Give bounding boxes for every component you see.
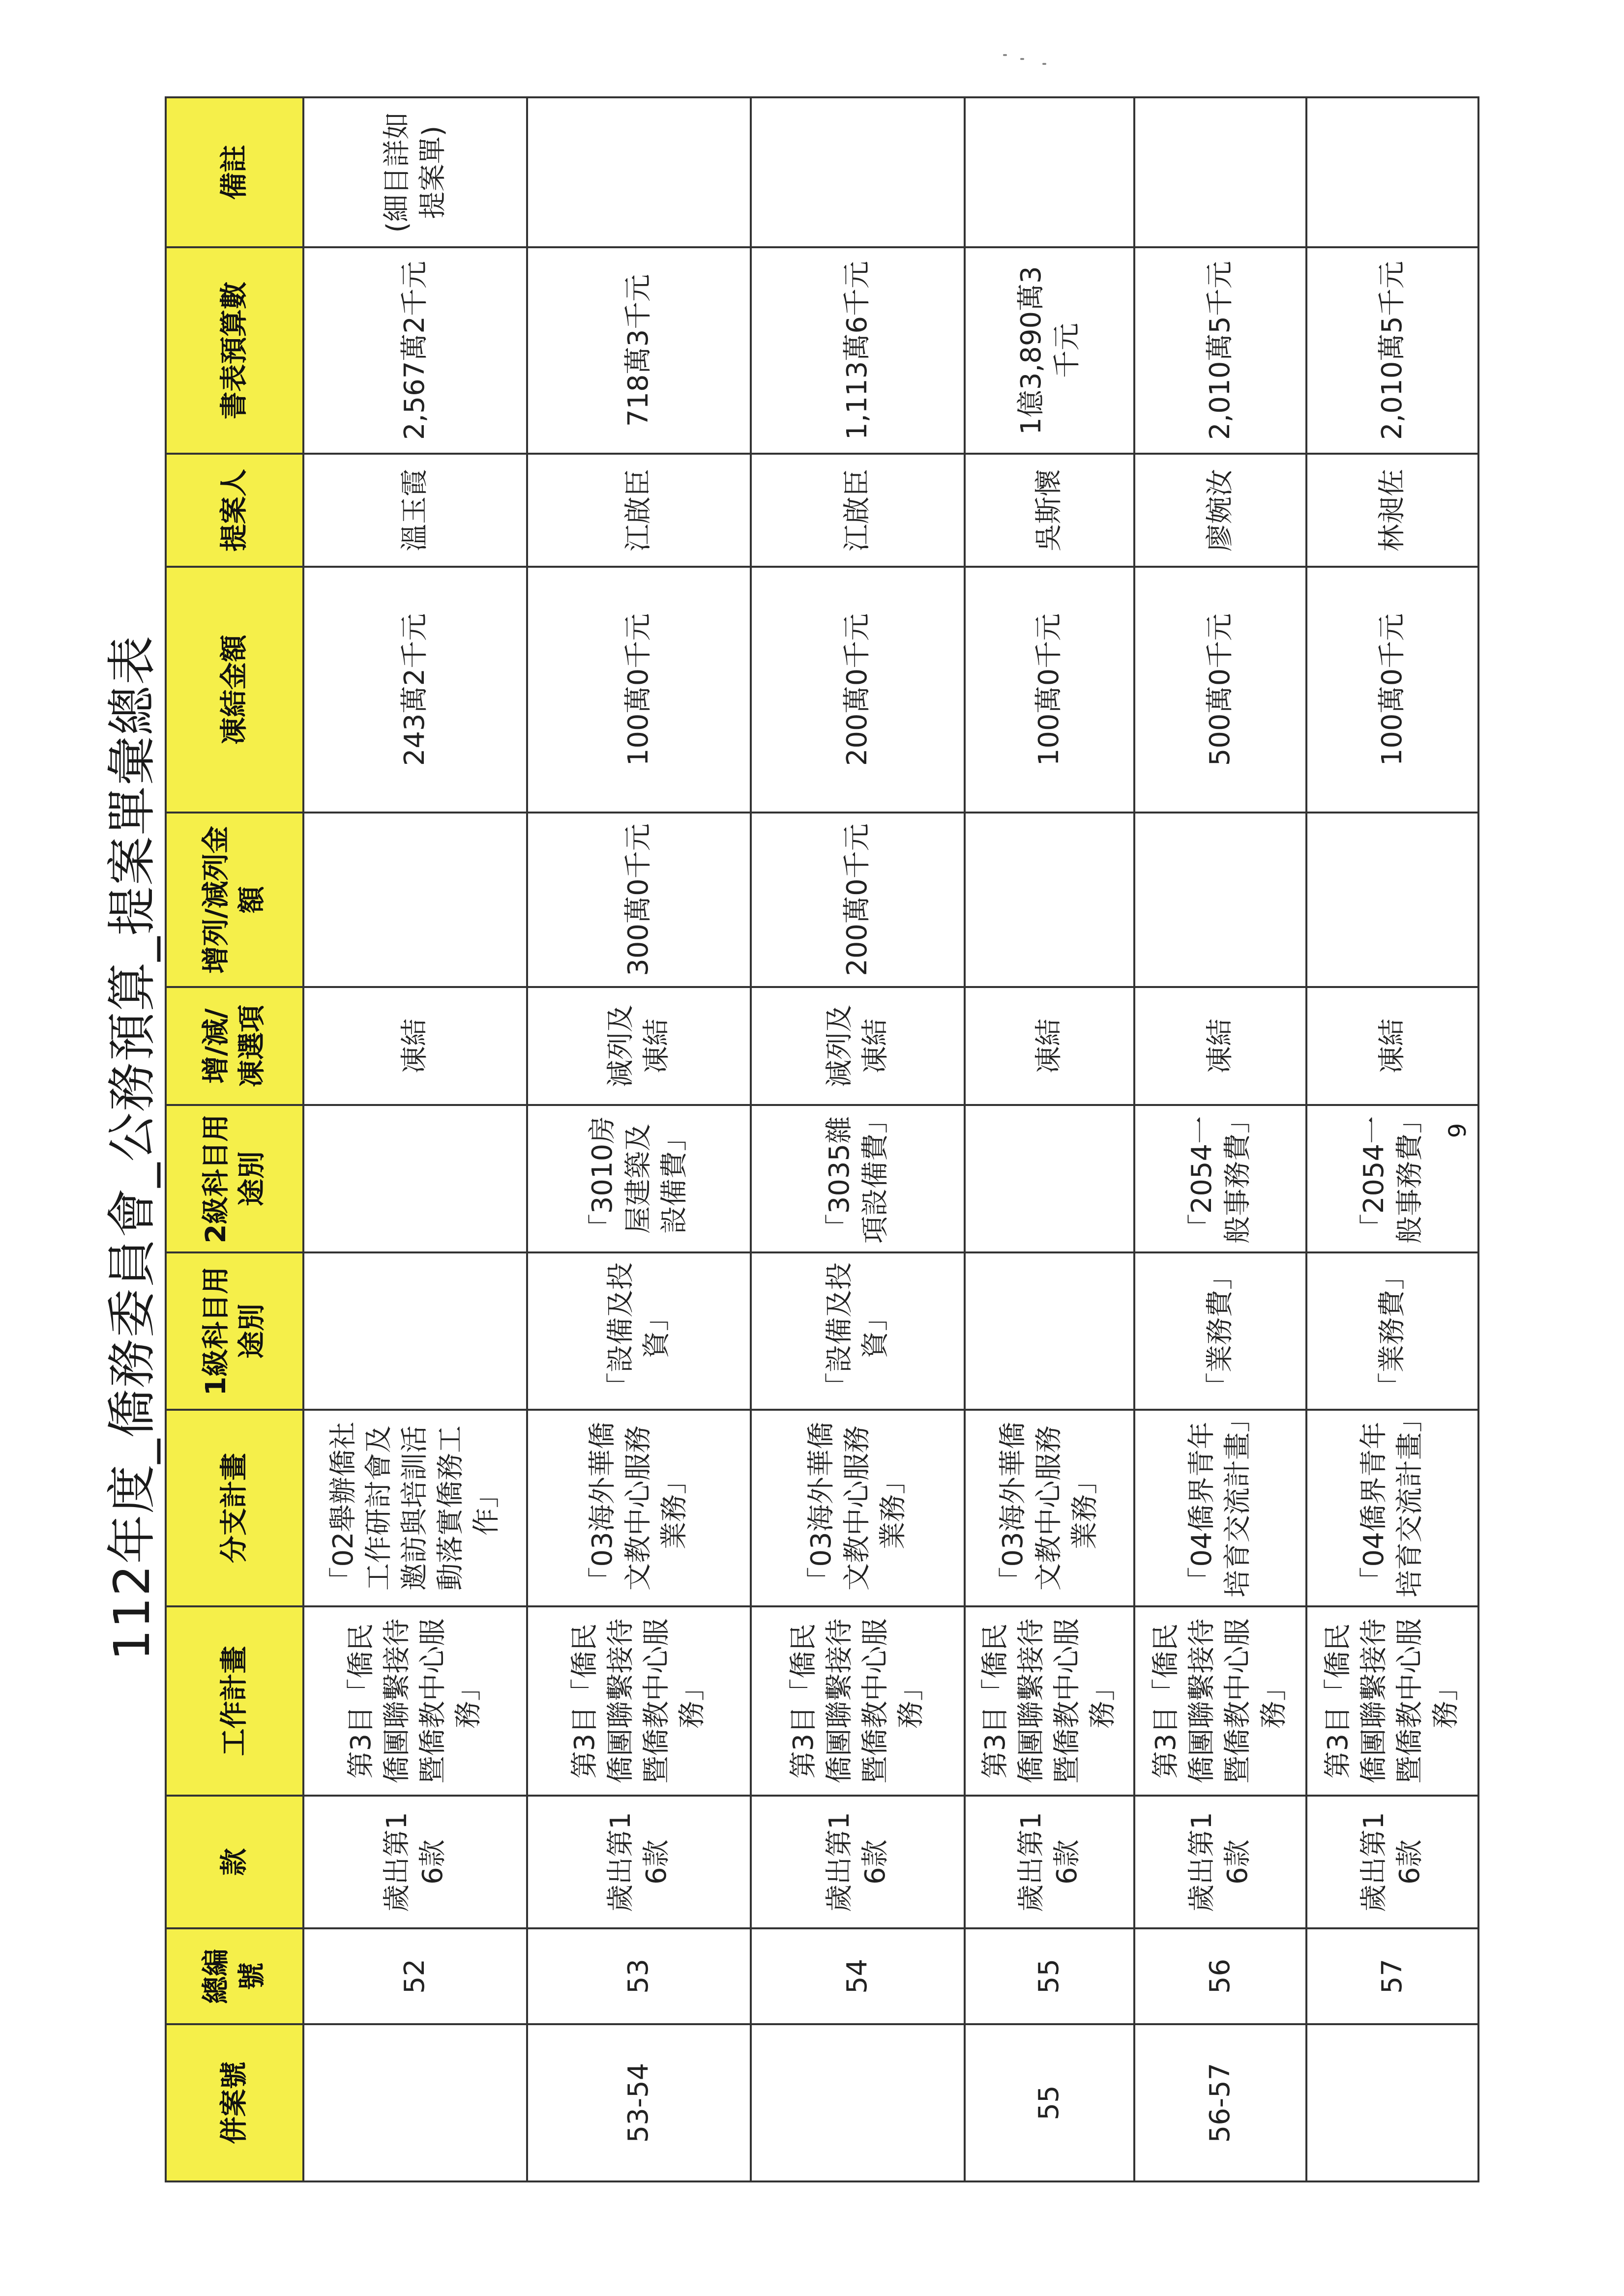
cell-proposer: 吳斯懷 (965, 454, 1134, 567)
header-level1-use: 1級科目用途別 (166, 1252, 303, 1410)
cell-option: 減列及凍結 (751, 987, 965, 1105)
cell-merge-no: 53-54 (527, 2024, 751, 2181)
table-row (965, 97, 1134, 2181)
cell-level2-use: 「2054一般事務費」 (1134, 1105, 1306, 1252)
cell-adjust-amount (965, 813, 1134, 987)
header-total-no: 總編號 (166, 1928, 303, 2024)
cell-proposer: 廖婉汝 (1134, 454, 1306, 567)
cell-budget-amount: 718萬3千元 (527, 247, 751, 454)
cell-option: 凍結 (303, 987, 527, 1105)
cell-option: 減列及凍結 (527, 987, 751, 1105)
cell-total-no: 54 (751, 1928, 965, 2024)
cell-level2-use: 「3035雜項設備費」 (751, 1105, 965, 1252)
cell-section: 歲出第16款 (1134, 1796, 1306, 1928)
cell-merge-no (303, 2024, 527, 2181)
page-title: 112年度_僑務委員會_公務預算_提案單彙總表 (103, 635, 161, 1661)
header-adjust-amount: 增列/減列金額 (166, 813, 303, 987)
cell-sub-plan: 「03海外華僑文教中心服務業務」 (965, 1410, 1134, 1606)
cell-total-no: 53 (527, 1928, 751, 2024)
cell-note (527, 97, 751, 247)
header-merge-no: 併案號 (166, 2024, 303, 2181)
cell-work-plan: 第3目「僑民僑團聯繫接待暨僑教中心服務」 (1134, 1606, 1306, 1796)
title-band (96, 624, 160, 1671)
cell-merge-no (751, 2024, 965, 2181)
cell-total-no: 56 (1134, 1928, 1306, 2024)
table-row (527, 97, 751, 2181)
cell-note: (細目詳如提案單) (303, 97, 527, 247)
cell-frozen-amount: 100萬0千元 (1306, 567, 1478, 813)
cell-proposer: 林昶佐 (1306, 454, 1478, 567)
cell-level2-use (303, 1105, 527, 1252)
cell-total-no: 52 (303, 1928, 527, 2024)
cell-section: 歲出第16款 (527, 1796, 751, 1928)
cell-proposer: 江啟臣 (751, 454, 965, 567)
cell-option: 凍結 (1306, 987, 1478, 1105)
cell-proposer: 溫玉霞 (303, 454, 527, 567)
cell-frozen-amount: 200萬0千元 (751, 567, 965, 813)
cell-note (965, 97, 1134, 247)
cell-adjust-amount (1306, 813, 1478, 987)
cell-level2-use: 「2054一般事務費」 (1306, 1105, 1478, 1252)
cell-level1-use: 「業務費」 (1134, 1252, 1306, 1410)
cell-frozen-amount: 100萬0千元 (527, 567, 751, 813)
cell-work-plan: 第3目「僑民僑團聯繫接待暨僑教中心服務」 (965, 1606, 1134, 1796)
header-sub-plan: 分支計畫 (166, 1410, 303, 1606)
header-frozen-amount: 凍結金額 (166, 567, 303, 813)
cell-adjust-amount (1134, 813, 1306, 987)
page-number: 9 (1444, 1123, 1472, 1138)
cell-note (1134, 97, 1306, 247)
cell-merge-no: 56-57 (1134, 2024, 1306, 2181)
cell-frozen-amount: 100萬0千元 (965, 567, 1134, 813)
cell-budget-amount: 2,010萬5千元 (1306, 247, 1478, 454)
cell-total-no: 57 (1306, 1928, 1478, 2024)
cell-work-plan: 第3目「僑民僑團聯繫接待暨僑教中心服務」 (303, 1606, 527, 1796)
cell-level1-use (965, 1252, 1134, 1410)
cell-sub-plan: 「03海外華僑文教中心服務業務」 (751, 1410, 965, 1606)
scan-speck (1020, 58, 1024, 60)
table-row (1134, 97, 1306, 2181)
proposal-summary-table (165, 96, 1479, 2182)
cell-level2-use: 「3010房屋建築及設備費」 (527, 1105, 751, 1252)
cell-note (751, 97, 965, 247)
cell-work-plan: 第3目「僑民僑團聯繫接待暨僑教中心服務」 (1306, 1606, 1478, 1796)
cell-adjust-amount (303, 813, 527, 987)
cell-adjust-amount: 300萬0千元 (527, 813, 751, 987)
cell-proposer: 江啟臣 (527, 454, 751, 567)
table-row (303, 97, 527, 2181)
cell-section: 歲出第16款 (303, 1796, 527, 1928)
cell-section: 歲出第16款 (1306, 1796, 1478, 1928)
cell-note (1306, 97, 1478, 247)
cell-option: 凍結 (965, 987, 1134, 1105)
cell-sub-plan: 「02舉辦僑社工作研討會及邀訪與培訓活動落實僑務工作」 (303, 1410, 527, 1606)
header-row (166, 97, 303, 2181)
header-section: 款 (166, 1796, 303, 1928)
cell-budget-amount: 1,113萬6千元 (751, 247, 965, 454)
cell-level1-use: 「業務費」 (1306, 1252, 1478, 1410)
cell-work-plan: 第3目「僑民僑團聯繫接待暨僑教中心服務」 (751, 1606, 965, 1796)
cell-level1-use: 「設備及投資」 (527, 1252, 751, 1410)
cell-option: 凍結 (1134, 987, 1306, 1105)
cell-frozen-amount: 500萬0千元 (1134, 567, 1306, 813)
header-option: 增/減/凍選項 (166, 987, 303, 1105)
cell-level1-use: 「設備及投資」 (751, 1252, 965, 1410)
cell-budget-amount: 2,010萬5千元 (1134, 247, 1306, 454)
cell-sub-plan: 「04僑界青年培育交流計畫」 (1306, 1410, 1478, 1606)
cell-level1-use (303, 1252, 527, 1410)
table-row (751, 97, 965, 2181)
scan-speck (1003, 54, 1007, 56)
header-proposer: 提案人 (166, 454, 303, 567)
header-level2-use: 2級科目用途別 (166, 1105, 303, 1252)
cell-level2-use (965, 1105, 1134, 1252)
cell-budget-amount: 1億3,890萬3千元 (965, 247, 1134, 454)
scan-speck (1042, 63, 1046, 65)
header-budget-amount: 書表預算數 (166, 247, 303, 454)
cell-merge-no: 55 (965, 2024, 1134, 2181)
cell-budget-amount: 2,567萬2千元 (303, 247, 527, 454)
cell-sub-plan: 「04僑界青年培育交流計畫」 (1134, 1410, 1306, 1606)
cell-merge-no (1306, 2024, 1478, 2181)
cell-section: 歲出第16款 (751, 1796, 965, 1928)
header-work-plan: 工作計畫 (166, 1606, 303, 1796)
cell-frozen-amount: 243萬2千元 (303, 567, 527, 813)
table-wrapper (165, 98, 1477, 2182)
cell-total-no: 55 (965, 1928, 1134, 2024)
cell-work-plan: 第3目「僑民僑團聯繫接待暨僑教中心服務」 (527, 1606, 751, 1796)
header-note: 備註 (166, 97, 303, 247)
cell-sub-plan: 「03海外華僑文教中心服務業務」 (527, 1410, 751, 1606)
cell-section: 歲出第16款 (965, 1796, 1134, 1928)
cell-adjust-amount: 200萬0千元 (751, 813, 965, 987)
